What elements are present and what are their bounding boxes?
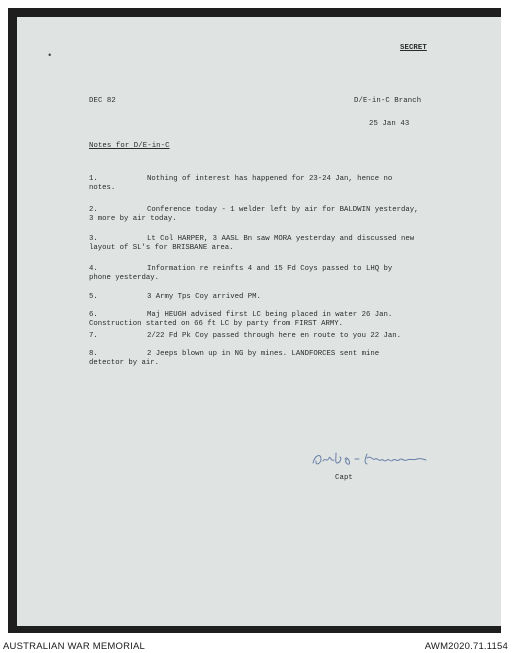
note-item (89, 206, 419, 224)
note-line: 3 more by air today. (89, 215, 177, 223)
note-line: 2/22 Fd Pk Coy passed through here en route to you 22 Jan. (147, 332, 401, 340)
stray-mark: • (47, 51, 53, 61)
note-line: 2 Jeeps blown up in NG by mines. LANDFORCES sent mine (147, 350, 380, 358)
note-line: Construction started on 66 ft LC by party from FIRST ARMY. (89, 320, 343, 328)
note-number: 8. (89, 350, 98, 358)
note-item (89, 350, 379, 368)
file-reference: DEC 82 (89, 97, 116, 105)
note-line: Conference today - 1 welder left by air for BALDWIN yesterday, (147, 206, 419, 214)
note-line: Maj HEUGH advised first LC being placed in water 26 Jan. (147, 311, 393, 319)
note-line: 3 Army Tps Coy arrived PM. (147, 293, 261, 301)
note-line: notes. (89, 184, 116, 192)
note-number: 7. (89, 332, 98, 340)
note-number: 5. (89, 293, 98, 301)
note-line: phone yesterday. (89, 274, 160, 282)
note-item (89, 293, 261, 302)
document-page (17, 17, 501, 626)
note-number: 3. (89, 235, 98, 243)
branch-name: D/E-in-C Branch (354, 97, 422, 105)
note-number: 6. (89, 311, 98, 319)
document-date: 25 Jan 43 (369, 120, 410, 128)
note-number: 2. (89, 206, 98, 214)
note-line: layout of SL's for BRISBANE area. (89, 244, 234, 252)
archive-footer-left: AUSTRALIAN WAR MEMORIAL (3, 641, 146, 652)
note-item (89, 175, 392, 193)
note-item (89, 265, 392, 283)
classification-label: SECRET (400, 44, 427, 52)
note-item (89, 311, 392, 329)
note-number: 1. (89, 175, 98, 183)
handwritten-signature (309, 449, 429, 471)
note-number: 4. (89, 265, 98, 273)
archive-footer-right: AWM2020.71.1154 (424, 641, 508, 652)
page-heading: Notes for D/E-in-C (89, 142, 170, 150)
note-line: Information re reinfts 4 and 15 Fd Coys passed to LHQ by (147, 265, 393, 273)
signature-rank: Capt (335, 474, 353, 482)
note-line: detector by air. (89, 359, 160, 367)
note-line: Lt Col HARPER, 3 AASL Bn saw MORA yesterday and discussed new (147, 235, 415, 243)
note-item (89, 235, 414, 253)
note-item (89, 332, 401, 341)
note-line: Nothing of interest has happened for 23-24 Jan, hence no (147, 175, 393, 183)
